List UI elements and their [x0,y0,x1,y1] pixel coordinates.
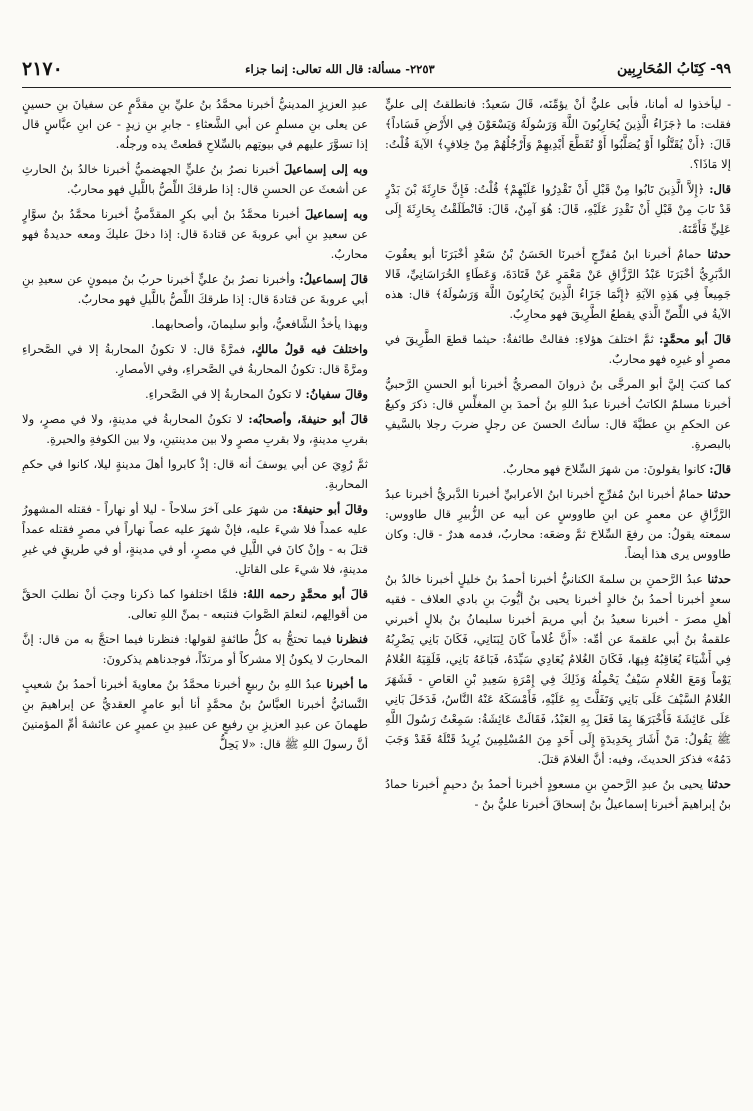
paragraph [385,774,731,814]
paragraph-lead: واختلفَ فيه قولُ مالكٍ، [251,342,368,356]
paragraph-lead: قالَ أبو محمَّدٍ رحمه اللهُ: [242,587,368,601]
paragraph-lead: وقالَ أبو حنيفةَ: [292,502,368,516]
running-header [22,52,731,86]
paragraph-text: فلمَّا اختلفوا كما ذكرنا وجبَ أنْ نطلبَ الحقَّ من أقوالِهم، لنعلمَ الصَّوابَ فنتبعه - بمنِّ اللهِ تعالى. [22,587,368,621]
paragraph-text: ﴿إِلاَّ الَّذِينَ تَابُوا مِنْ قَبْلِ أَنْ تَقْدِرُوا عَلَيْهِمْ﴾ قُلْتُ: فَإِنَّ حَارِثَةَ بْنَ بَدْرٍ قَدْ تَابَ مِنْ قَبْلِ أَنْ تَقْدِرَ عَلَيْهِ، قَالَ: هُوَ آمِنٌ، قَالَ: فَانْطَلَقْتُ بِحَارِثَةَ إِلَى عَلِيٍّ فَأَمَّنَهُ. [385,182,731,236]
paragraph-lead: حدثنا [707,572,731,586]
paragraph [385,329,731,369]
right-column [385,94,731,1095]
paragraph [385,244,731,324]
paragraph-text: فمرَّةً قال: لا تكونُ المحاربةُ إلا في الصَّحراءِ ومرَّةً قال: تكونُ المحاربةُ في الصَّحراءِ، وفي الأمصارِ. [22,342,368,376]
paragraph [385,484,731,564]
paragraph-lead: قالَ أبو محمَّدٍ: [659,332,731,346]
paragraph-lead: حدثنا [707,247,731,261]
paragraph [385,374,731,454]
paragraph-text: لا تكونُ المحاربةُ إلا في الصَّحراءِ. [144,387,302,401]
paragraph-text: عبدِ العزيزِ المدينيُّ أخبرنا محمَّدُ بنُ عليِّ بنِ مقدَّمٍ عن سفيانَ بنِ حسينٍ عن يعلى بنِ مسلمٍ عن أبي الشَّعثاءِ - جابرِ بنِ زيدٍ - عن ابنِ عبَّاسٍ قال إذا تسوَّرَ عليهم في بيوتِهم بالسِّلاحِ قطعتْ يده ورجلُه. [22,97,368,151]
paragraph-lead: حدثنا [707,487,731,501]
paragraph [22,629,368,669]
paragraph-text: فيما تحتجُّ به كلُّ طائفةٍ لقولها: فنظرنا فيما احتجَّ به من قال: إنَّ المحاربَ لا يكونُ إلا مشركاً أو مرتدّاً، فوجدناهم يذكرونَ: [22,632,368,666]
paragraph [385,459,731,479]
paragraph-text: لا تكونُ المحاربةُ في مدينةٍ، ولا في مصرٍ، ولا بقربِ مدينةٍ، ولا بقربِ مصرٍ ولا بين مدينتينِ، ولا بين الكوفةِ والحيرةِ. [22,412,368,446]
paragraph [22,499,368,579]
paragraph-text: أخبرنا محمَّدُ بنُ أبي بكرٍ المقدَّميُّ أخبرنا محمَّدُ بنُ سوَّارٍ عن سعيدِ بنِ أبي عروبةَ عن قتادةَ قال: إذا دخلَ عليكَ ومعه حديدةٌ فهو محاربٌ. [22,207,368,261]
paragraph [22,94,368,154]
paragraph-lead: قالَ أبو حنيفةَ، وأصحابُه: [248,412,368,426]
paragraph-lead: قالَ إسماعيلُ: [299,272,368,286]
text-columns [22,94,731,1095]
paragraph-text: ثمَّ اختلفَ هؤلاءِ: فقالتْ طائفةٌ: حيثما قطعَ الطَّرِيقَ في مصرٍ أو غيرِه فهو محاربٌ. [385,332,731,366]
paragraph-text: - ليأخذوا له أمانا، فأبى عليٌّ أنْ يؤمِّنَه، قَالَ سَعيدٌ: فانطلقتُ إلى عليٍّ فقلت: ما ﴿جَزَاءُ الَّذِينَ يُحَارِبُونَ اللَّهَ وَرَسُولَهُ وَيَسْعَوْنَ فِي الأَرْضِ فَسَاداً﴾ قَالَ: ﴿أَنْ يُقَتَّلُوا أَوْ يُصَلَّبُوا أَوْ تُقَطَّعَ أَيْدِيهِمْ وَأَرْجُلُهُمْ مِنْ خِلافٍ﴾ الآيةَ قُلْتُ: إلا مَاذَا؟. [385,97,731,171]
paragraph-lead: وبه إلى إسماعيلَ [283,162,368,176]
paragraph-text: من شهرَ على آخرَ سلاحاً - ليلا أو نهاراً - فقتله المشهورُ عليه عمداً فلا شيءَ عليه، فإنْ شهرَ عليه عصاً نهاراً في مصرٍ فقتله عمداً قتلَ به - وإنْ كانَ في اللَّيلِ في مصرٍ، أو في مدينةٍ، أو في طريقٍ في غيرِ مدينةٍ، فلا شيءَ على القاتلِ. [22,502,368,576]
page-number: ٢١٧٠ [22,58,63,80]
paragraph [385,569,731,769]
paragraph-text: عبدُ الرَّحمنِ بن سلمةَ الكنانيُّ أخبرنا أحمدُ بنُ خليلٍ أخبرنا خالدُ بنُ سعدٍ أخبرنا أحمدُ بنُ خالدٍ أخبرنا يحيى بنُ أيُّوبَ بنِ بادي العلاف - فقيه أهلِ مصرَ - أخبرنا سعيدُ بنُ أبي مريمَ أخبرنا سليمانُ بنُ بلالٍ أخبرني علقمةُ بنُ أبي علقمةَ عن أمِّه: «أَنَّ غُلاماً كَانَ لِبَنَانِي، فَكَانَ بَانِي يَضْرِبُهُ فِي أَشْيَاءَ يُعَاقِبُهُ فِيهَا، فَكَانَ الغُلامُ يُعَادِي سَيِّدَهُ، فَبَاعَهُ بَانِي، فَلَقِيَهُ الغُلامُ يَوْماً وَمَعَ الغُلامِ سَيْفٌ يَحْمِلُهُ وَذَلِكَ فِي إِمْرَةِ سَعِيدِ بْنِ العَاصِ - فَشَهَرَ الغُلامُ السَّيْفَ عَلَى بَانِي وَتَفَلَّتَ بِهِ عَلَيْهِ، فَأَمْسَكَهُ عَنْهُ النَّاسُ، فَدَخَلَ بَانِي عَلَى عَائِشَةَ فَأَخْبَرَهَا بِمَا فَعَلَ بِهِ العَبْدُ، فَقَالَتْ عَائِشَةُ: سَمِعْتُ رَسُولَ اللَّهِ ﷺ يَقُولُ: مَنْ أَشَارَ بِحَدِيدَةٍ إِلَى أَحَدٍ مِنَ المُسْلِمِينَ يُرِيدُ قَتْلَهُ فَقَدْ وَجَبَ دَمُهُ» فذكرَ الحديثَ، وفيه: أنَّ الغلامَ قتلَ. [385,572,731,766]
paragraph [22,674,368,754]
paragraph-text: كانوا يقولونَ: من شهرَ السِّلاحَ فهو محاربٌ. [502,462,706,476]
paragraph-text: حمامٌ أخبرنا ابنُ مُفرِّجٍ أخبرنا ابنُ الأعرابيِّ أخبرنا الدَّبريُّ أخبرنا عبدُ الرَّزَّاقِ عن معمرٍ عن ابنِ طاووسٍ عن أبيه عن الزُّبيرِ قال طاووس: سمعته يقولُ: من رفعَ السِّلاحَ ثمَّ وضعَه: محاربٌ، فدمه هدرٌ - قال: وكان طاووس يرى هذا أيضاً. [385,487,731,561]
paragraph [22,339,368,379]
paragraph-lead: حدثنا [707,777,731,791]
left-column [22,94,368,1095]
paragraph-text: يحيى بنُ عبدِ الرَّحمنِ بنِ مسعودٍ أخبرنا أحمدُ بنُ دحيمٍ أخبرنا حمادُ بنُ إبراهيمَ أخبرنا إسماعيلُ بنُ إسحاقَ أخبرنا عليُّ بنُ - [385,777,731,811]
paragraph-text: ثمَّ رُوِيَ عن أبي يوسفَ أنه قال: إذْ كابروا أهلَ مدينةٍ ليلا، كانوا في حكمِ المحاربةِ. [22,457,368,491]
paragraph [22,384,368,404]
paragraph-lead: ما أخبرنا [326,677,368,691]
section-title: ٢٢٥٣- مسألة: قال الله تعالى: إنما جزاء [245,62,435,76]
paragraph-text: عبدُ اللهِ بنُ ربيعٍ أخبرنا محمَّدُ بنُ معاويةَ أخبرنا أحمدُ بنُ شعيبٍ النَّسائيُّ أخبرنا العبَّاسُ بنُ محمَّدٍ أنا أبو عامرٍ العقديُّ عن إبراهيمَ بنِ طهمانَ عن عبدِ العزيزِ بنِ رفيعٍ عن عبيدِ بنِ عميرٍ عن عائشةَ أمِّ المؤمنينَ أنَّ رسولَ اللهِ ﷺ قال: «لا يَحِلُّ [22,677,368,751]
paragraph [22,584,368,624]
paragraph-text: أخبرنا نصرُ بنُ عليٍّ الجهضميُّ أخبرنا خالدُ بنُ الحارثِ عن أشعثَ عن الحسنِ قال: إذا طرقكَ اللِّصُّ باللَّيلِ فهو محاربٌ. [22,162,368,196]
paragraph [22,409,368,449]
paragraph [385,179,731,239]
header-rule [22,87,731,88]
paragraph [385,94,731,174]
paragraph-lead: قالَ: [709,462,731,476]
paragraph-text: وأخبرنا نصرُ بنُ عليٍّ أخبرنا حربُ بنُ ميمونٍ عن سعيدِ بنِ أبي عروبةَ عن قتادةَ قال: إذا طرقكَ اللِّصُّ باللَّيلِ فهو محاربٌ. [22,272,368,306]
paragraph [22,159,368,199]
paragraph [22,314,368,334]
paragraph-text: وبهذا يأخذُ الشَّافعيُّ، وأبو سليمانَ، وأصحابهما. [151,317,368,331]
paragraph-lead: وقالَ سفيانُ: [305,387,368,401]
paragraph-text: كما كتبَ إليَّ أبو المرجَّى بنُ ذروانَ المصريُّ أخبرنا أبو الحسنِ الرَّحبيُّ أخبرنا مسلمٌ الكاتبُ أخبرنا عبدُ اللهِ بنُ أحمدَ بنِ المغلِّسِ قال: ذكرَ وكيعٌ عن الحكمِ بنِ عطيَّةَ قال: سألتُ الحسنَ عن رجلٍ ضربَ رجلا بالسَّيفِ بالبصرةِ. [385,377,731,451]
book-title: ٩٩- كِتَابُ المُحَارِبِين [616,61,731,77]
paragraph [22,269,368,309]
paragraph-text: حمامٌ أخبرنا ابنُ مُفرِّجٍ أخبرنَا الحَسَنُ بْنُ سَعْدٍ أخْبَرَنَا أبو يعقُوبَ الدَّبَرِيُّ أخْبَرَنَا عَبْدُ الرَّزَّاقِ عَنْ مَعْمَرٍ عَنْ قَتَادَةَ، وَعَطَاءٍ الخُرَاسَانِيِّ، قَالا جَمِيعاً فِي هَذِهِ الآيَةِ ﴿إِنَّمَا جَزَاءُ الَّذِينَ يُحَارِبُونَ اللَّهَ وَرَسُولَهُ﴾ قال: هذه الآيةُ في اللِّصِّ الَّذي يقطعُ الطَّرِيقَ فهو محارِبٌ. [385,247,731,321]
paragraph-lead: وبه إسماعيلَ [304,207,368,221]
paragraph-lead: فنظرنا [336,632,368,646]
paragraph [22,204,368,264]
paragraph [22,454,368,494]
paragraph-lead: قال: [709,182,731,196]
